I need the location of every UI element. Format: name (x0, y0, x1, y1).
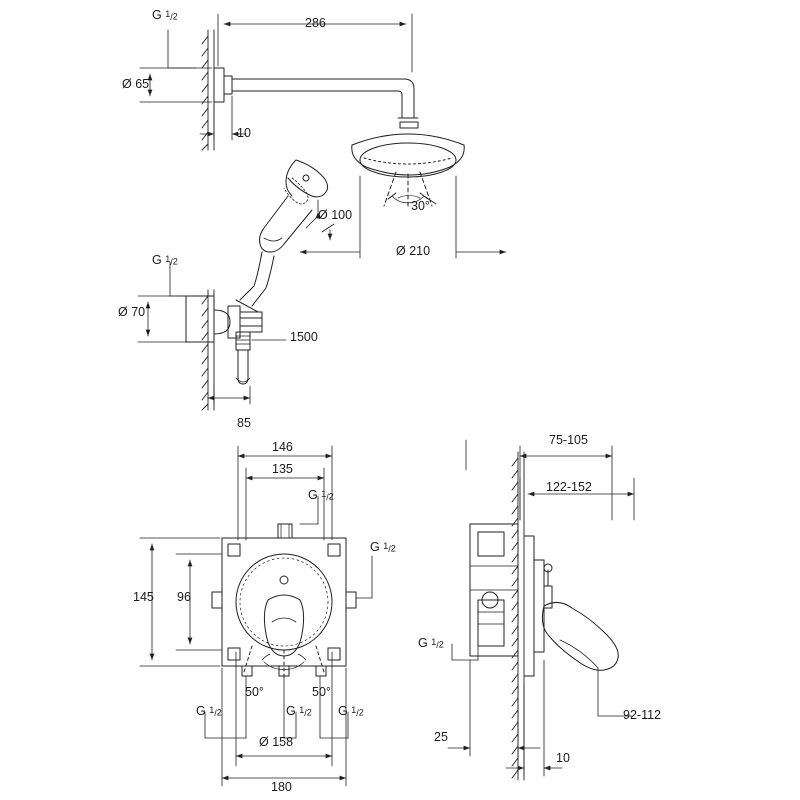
label-g12-bottom-left: G $^1/_2$ (196, 704, 222, 719)
label-286: 286 (305, 16, 326, 30)
valve-front-view (212, 524, 356, 678)
label-10-side: 10 (556, 751, 570, 765)
label-85: 85 (237, 416, 251, 430)
shower-arm (232, 79, 418, 118)
hand-shower (260, 160, 328, 252)
label-75-105: 75-105 (549, 433, 588, 447)
label-hose-1500: 1500 (290, 330, 318, 344)
label-d210: Ø 210 (396, 244, 431, 258)
label-g12-side: G $^1/_2$ (418, 636, 444, 651)
label-145: 145 (133, 590, 154, 604)
head-shower (352, 122, 464, 206)
shower-hose (236, 252, 274, 312)
label-g12-top-left: G $^1/_2$ (152, 8, 178, 23)
dimension-lines-valve-side (448, 446, 634, 776)
valve-side-section (470, 524, 618, 676)
label-25: 25 (434, 730, 448, 744)
label-d65: Ø 65 (122, 77, 150, 91)
wall-hatch-elbow (202, 290, 214, 410)
wall-hatch-top (202, 30, 214, 150)
wall-elbow (186, 296, 262, 384)
label-d158: Ø 158 (259, 735, 294, 749)
label-g12-bottom-right: G $^1/_2$ (338, 704, 364, 719)
label-135: 135 (272, 462, 293, 476)
label-d70: Ø 70 (118, 305, 146, 319)
shower-arm-flange (214, 68, 232, 102)
label-g12-top-body: G $^1/_2$ (308, 488, 334, 503)
label-180: 180 (271, 780, 292, 794)
label-angle-50-left: 50° (245, 685, 264, 699)
label-146: 146 (272, 440, 293, 454)
label-d100: Ø 100 (318, 208, 353, 222)
label-spray-angle-30: 30° (411, 199, 430, 213)
label-10-wall-offset: 10 (237, 126, 251, 140)
label-92-112: 92-112 (623, 708, 661, 722)
label-g12-right-body: G $^1/_2$ (370, 540, 396, 555)
label-angle-50-right: 50° (312, 685, 331, 699)
label-g12-elbow: G $^1/_2$ (152, 253, 178, 268)
label-g12-bottom-mid: G $^1/_2$ (286, 704, 312, 719)
label-96: 96 (177, 590, 191, 604)
label-122-152: 122-152 (546, 480, 592, 494)
